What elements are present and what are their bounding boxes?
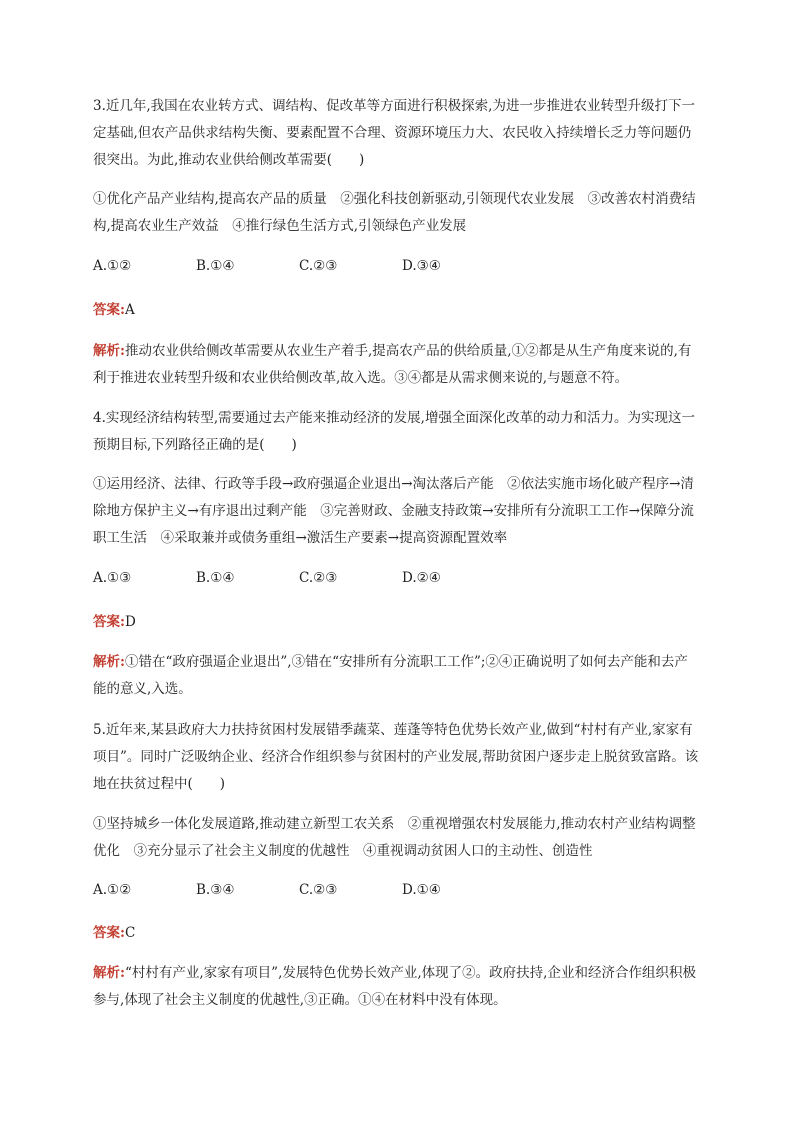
question-5-choices xyxy=(93,882,701,898)
choice-b: B.③④ xyxy=(196,882,235,898)
answer-value: A xyxy=(124,302,135,318)
explanation-text: “村村有产业,家家有项目”,发展特色优势长效产业,体现了②。政府扶持,企业和经济合作组织积极参与,体现了社会主义制度的优越性,③正确。①④在材料中没有体现。 xyxy=(93,965,696,1008)
choice-d: D.①④ xyxy=(402,882,441,898)
question-3 xyxy=(93,93,701,174)
question-3-items xyxy=(93,186,701,240)
choice-c: C.②③ xyxy=(299,882,338,898)
explanation-3 xyxy=(93,338,701,392)
question-5 xyxy=(93,717,701,798)
explanation-text: 推动农业供给侧改革需要从农业生产着手,提高农产品的供给质量,①②都是从生产角度来说的,有利于推进农业转型升级和农业供给侧改革,故入选。③④都是从需求侧来说的,与题意不符。 xyxy=(93,343,692,386)
explanation-5 xyxy=(93,960,701,1014)
explanation-label: 解析: xyxy=(93,343,125,359)
answer-value: C xyxy=(124,925,136,941)
choice-a: A.①③ xyxy=(93,570,132,586)
choice-a: A.①② xyxy=(93,258,132,274)
answer-4 xyxy=(93,612,701,632)
question-stem: 4.实现经济结构转型,需要通过去产能来推动经济的发展,增强全面深化改革的动力和活力。为实现这一预期目标,下列路径正确的是( ) xyxy=(93,410,695,453)
choice-d: D.②④ xyxy=(402,570,441,586)
answer-label: 答案: xyxy=(93,925,125,941)
answer-5 xyxy=(93,923,701,943)
question-4 xyxy=(93,405,701,459)
question-stem: 3.近几年,我国在农业转方式、调结构、促改革等方面进行积极探索,为进一步推进农业转型升级打下一定基础,但农产品供求结构失衡、要素配置不合理、资源环境压力大、农民收入持续增长乏力等问题仍很突出。为此,推动农业供给侧改革需要( ) xyxy=(93,98,695,168)
answer-label: 答案: xyxy=(93,614,125,630)
choice-c: C.②③ xyxy=(299,570,338,586)
explanation-label: 解析: xyxy=(93,654,125,670)
question-items: ①坚持城乡一体化发展道路,推动建立新型工农关系 ②重视增强农村发展能力,推动农村产业结构调整优化 ③充分显示了社会主义制度的优越性 ④重视调动贫困人口的主动性、创造性 xyxy=(93,816,696,859)
question-3-choices xyxy=(93,258,701,274)
question-4-items xyxy=(93,471,701,552)
choice-a: A.①② xyxy=(93,882,132,898)
answer-label: 答案: xyxy=(93,302,125,318)
choice-d: D.③④ xyxy=(402,258,441,274)
answer-value: D xyxy=(124,614,136,630)
answer-3 xyxy=(93,300,701,320)
question-items: ①运用经济、法律、行政等手段→政府强逼企业退出→淘汰落后产能 ②依法实施市场化破产程序→清除地方保护主义→有序退出过剩产能 ③完善财政、金融支持政策→安排所有分流职工工作→保障分流职工生活 ④采取兼并或债务重组→激活生产要素→提高资源配置效率 xyxy=(93,476,694,546)
choice-b: B.①④ xyxy=(196,570,235,586)
choice-c: C.②③ xyxy=(299,258,338,274)
explanation-4 xyxy=(93,649,701,703)
question-items: ①优化产品产业结构,提高农产品的质量 ②强化科技创新驱动,引领现代农业发展 ③改善农村消费结构,提高农业生产效益 ④推行绿色生活方式,引领绿色产业发展 xyxy=(93,191,696,234)
question-4-choices xyxy=(93,570,701,586)
question-5-items xyxy=(93,811,701,865)
choice-b: B.①④ xyxy=(196,258,235,274)
question-stem: 5.近年来,某县政府大力扶持贫困村发展错季蔬菜、莲蓬等特色优势长效产业,做到“村村有产业,家家有项目”。同时广泛吸纳企业、经济合作组织参与贫困村的产业发展,帮助贫困户逐步走上脱贫致富路。该地在扶贫过程中( ) xyxy=(93,722,699,792)
explanation-text: ①错在“政府强逼企业退出”,③错在“安排所有分流职工工作”;②④正确说明了如何去产能和去产能的意义,入选。 xyxy=(93,654,688,697)
explanation-label: 解析: xyxy=(93,965,125,981)
